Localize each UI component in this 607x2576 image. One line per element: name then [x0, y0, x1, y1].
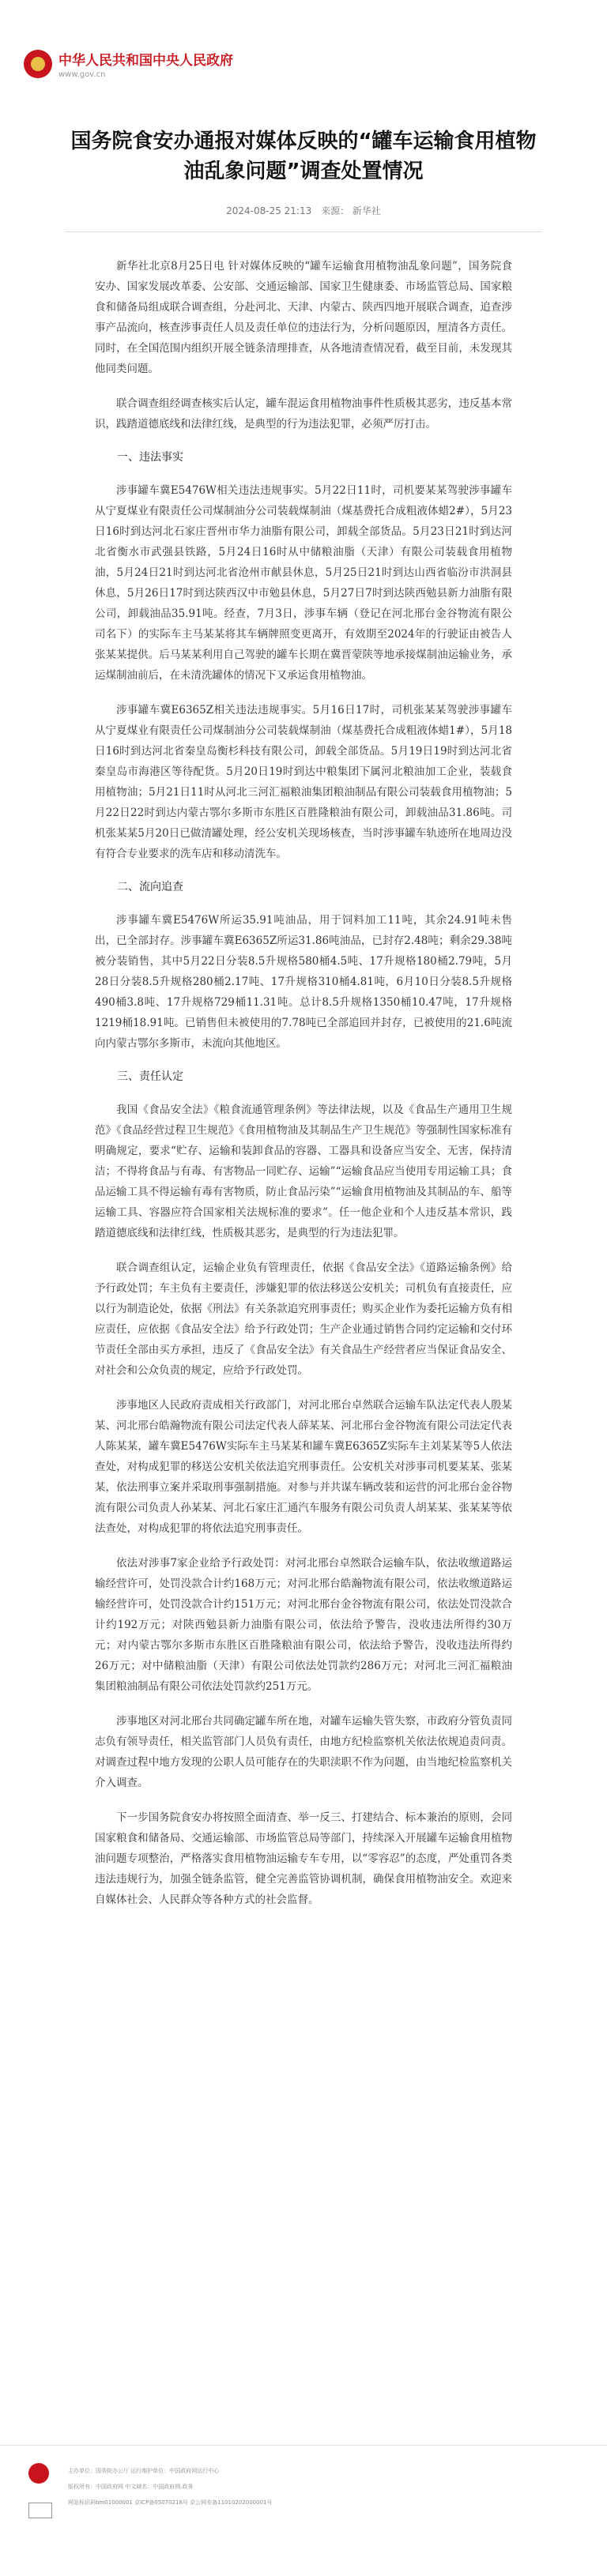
paragraph: 涉事地区对河北邢台共同确定罐车所在地，对罐车运输失管失察，市政府分管负责同志负有领导责任，相关监管部门人员负有责任，由地方纪检监察机关依法依规追责问责。对调查过程中地方发现的公职人员可能存在的失职渎职不作为问题，由当地纪检监察机关介入调查。: [95, 1715, 512, 1789]
site-logo[interactable]: [24, 49, 233, 79]
article-body: [95, 256, 512, 1910]
paragraph: 联合调查组认定，运输企业负有管理责任，依据《食品安全法》《道路运输条例》给予行政处罚；车主负有主要责任，涉嫌犯罪的依法移送公安机关；司机负有直接责任，应以行为制造论处，依据《刑法》有关条款追究刑事责任；购买企业作为委托运输方负有相应责任，应依据《食品安全法》给予行政处罚；生产企业通过销售合同约定运输和交付环节责任全部由买方承担，违反了《食品安全法》有关食品生产经营者应当保证食品安全、对社会和公众负责的规定，应给予行政处罚。: [95, 1262, 512, 1377]
article-title: 国务院食安办通报对媒体反映的“罐车运输食用植物 油乱象问题”调查处置情况: [70, 130, 537, 183]
paragraph: 涉事地区人民政府责成相关行政部门，对河北邢台卓然联合运输车队法定代表人殷某某、河北邢台皓瀚物流有限公司法定代表人薛某某、河北邢台金谷物流有限公司法定代表人陈某某，罐车冀E5476W实际车主马某某和罐车冀E6365Z实际车主刘某某等5人依法查处，对构成犯罪的移送公安机关依法追究刑事责任。公安机关对涉事司机要某某、张某某，依法刑事立案并采取刑事强制措施。对参与并共谋车辆改装和运营的河北邢台金谷物流有限公司负责人孙某某、河北石家庄汇通汽车服务有限公司负责人胡某某、张某某等依法查处，对构成犯罪的将依法追究刑事责任。: [95, 1399, 512, 1535]
article-header: [32, 126, 575, 217]
accessibility-badge-icon[interactable]: [28, 2503, 52, 2518]
publish-date: 2024-08-25 21:13: [226, 205, 312, 216]
site-footer: [0, 2445, 607, 2576]
footer-emblem-icon: [28, 2463, 49, 2484]
paragraph: 新华社北京8月25日电 针对媒体反映的“罐车运输食用植物油乱象问题”，国务院食安办、国家发展改革委、公安部、交通运输部、国家卫生健康委、市场监管总局、国家粮食和储备局组成联合调查组，分赴河北、天津、内蒙古、陕西四地开展联合调查，追查涉事产品流向，核查涉事责任人员及责任单位的违法行为，分析问题原因，厘清各方责任。同时，在全国范围内组织开展全链条清理排查，从各地清查情况看，截至目前，未发现其他同类问题。: [95, 260, 512, 375]
footer-registration: 网站标识码bm01000001 京ICP备05070218号 京公网安备11010202000001号: [68, 2499, 273, 2506]
footer-sponsor: 主办单位：国务院办公厅 运行维护单位：中国政府网运行中心: [68, 2468, 220, 2474]
footer-copyright: 版权所有：中国政府网 中文域名：中国政府网.政务: [68, 2484, 194, 2490]
section-heading: 二、流向追查: [117, 881, 183, 893]
paragraph: 涉事罐车冀E6365Z相关违法违规事实。5月16日17时，司机张某某驾驶涉事罐车从宁夏煤业有限责任公司煤制油分公司装载煤制油（煤基费托合成粗液体蜡1#），5月18日16时到达河北省秦皇岛衡杉科技有限公司，卸载全部货品。5月19日19时到达河北省秦皇岛市海港区等待配货。5月20日19时到达中粮集团下属河北粮油加工企业，装载食用植物油；5月21日11时从河北三河汇福粮油集团粮油制品有限公司装载食用植物油；5月22日22时到达内蒙古鄂尔多斯市东胜区百胜隆粮油有限公司，卸载油品31.86吨。司机张某某5月20日已做清罐处理，经公安机关现场核查，当时涉事罐车轨迹所在地周边没有符合专业要求的洗车店和移动清洗车。: [95, 704, 512, 860]
section-heading: 一、违法事实: [117, 451, 183, 464]
divider: [65, 231, 542, 232]
site-name: 中华人民共和国中央人民政府: [58, 53, 233, 69]
national-emblem-icon: [24, 50, 52, 78]
paragraph: 涉事罐车冀E5476W相关违法违规事实。5月22日11时，司机要某某驾驶涉事罐车从宁夏煤业有限责任公司煤制油分公司装载煤制油（煤基费托合成粗液体蜡2#），5月23日16时到达河北石家庄晋州市华力油脂有限公司，卸载全部货品。5月23日21时到达河北省衡水市武强县铁路，5月24日16时从中储粮油脂（天津）有限公司装载食用植物油，5月24日21时到达河北省沧州市献县休息，5月25日21时到达山西省临汾市洪洞县休息，5月26日17时到达陕西汉中市勉县休息，5月27日7时到达陕西勉县新力油脂有限公司，卸载油品35.91吨。经查，7月3日，涉事车辆（登记在河北邢台金谷物流有限公司名下）的实际车主马某某将其车辆牌照变更离开，有效期至2024年的行驶证由被告人张某某提供。后马某某利用自己驾驶的罐车长期在冀晋蒙陕等地承接煤制油运输业务，承运煤制油前后，在未清洗罐体的情况下又承运食用植物油。: [95, 484, 512, 682]
section-heading: 三、责任认定: [117, 1070, 183, 1083]
site-url: www.gov.cn: [58, 70, 106, 79]
article-source: 来源： 新华社: [321, 205, 381, 216]
paragraph: 联合调查组经调查核实后认定，罐车混运食用植物油事件性质极其恶劣，违反基本常识，践踏道德底线和法律红线，是典型的行为违法犯罪，必须严厉打击。: [95, 397, 512, 431]
article-meta: [32, 204, 575, 217]
site-header: [0, 0, 607, 95]
paragraph: 涉事罐车冀E5476W所运35.91吨油品，用于饲料加工11吨，其余24.91吨未售出，已全部封存。涉事罐车冀E6365Z所运31.86吨油品，已封存2.48吨；剩余29.38吨被分装销售，其中5月22日分装8.5升规格580桶4.5吨、17升规格180桶2.79吨，5月28日分装8.5升规格280桶2.17吨、17升规格310桶4.81吨，6月10日分装8.5升规格490桶3.8吨、17升规格729桶11.31吨。总计8.5升规格1350桶10.47吨，17升规格1219桶18.91吨。已销售但未被使用的7.78吨已全部追回并封存，已被使用的21.6吨流向内蒙古鄂尔多斯市，未流向其他地区。: [95, 914, 512, 1050]
paragraph: 我国《食品安全法》《粮食流通管理条例》等法律法规，以及《食品生产通用卫生规范》《食品经营过程卫生规范》《食用植物油及其制品生产卫生规范》等强制性国家标准有明确规定，要求“贮存、运输和装卸食品的容器、工器具和设备应当安全、无害，保持清洁；不得将食品与有毒、有害物品一同贮存、运输”“运输食品应当使用专用运输工具；食品运输工具不得运输有毒有害物质，防止食品污染”“运输食用植物油及其制品的车、船等运输工具、容器应符合国家相关法规标准的要求”。任一他企业和个人违反基本常识，践踏道德底线和法律红线，性质极其恶劣，是典型的行为违法犯罪。: [95, 1104, 512, 1239]
paragraph: 下一步国务院食安办将按照全面清查、举一反三、打建结合、标本兼治的原则，会同国家粮食和储备局、交通运输部、市场监管总局等部门，持续深入开展罐车运输食用植物油问题专项整治，严格落实食用植物油运输专车专用，以“零容忍”的态度，严处重罚各类违法违规行为，加强全链条监管，健全完善监管协调机制，确保食用植物油安全。欢迎来自媒体社会、人民群众等各种方式的社会监督。: [95, 1811, 512, 1906]
paragraph: 依法对涉事7家企业给予行政处罚：对河北邢台卓然联合运输车队，依法收缴道路运输经营许可，处罚没款合计约168万元；对河北邢台皓瀚物流有限公司，依法收缴道路运输经营许可，处罚没款合计约151万元；对河北邢台金谷物流有限公司，依法处罚没款合计约192万元；对陕西勉县新力油脂有限公司，依法给予警告，没收违法所得约30万元；对内蒙古鄂尔多斯市东胜区百胜隆粮油有限公司，依法给予警告，没收违法所得约26万元；对中储粮油脂（天津）有限公司依法处罚款约286万元；对河北三河汇福粮油集团粮油制品有限公司依法处罚款约251万元。: [95, 1557, 512, 1693]
